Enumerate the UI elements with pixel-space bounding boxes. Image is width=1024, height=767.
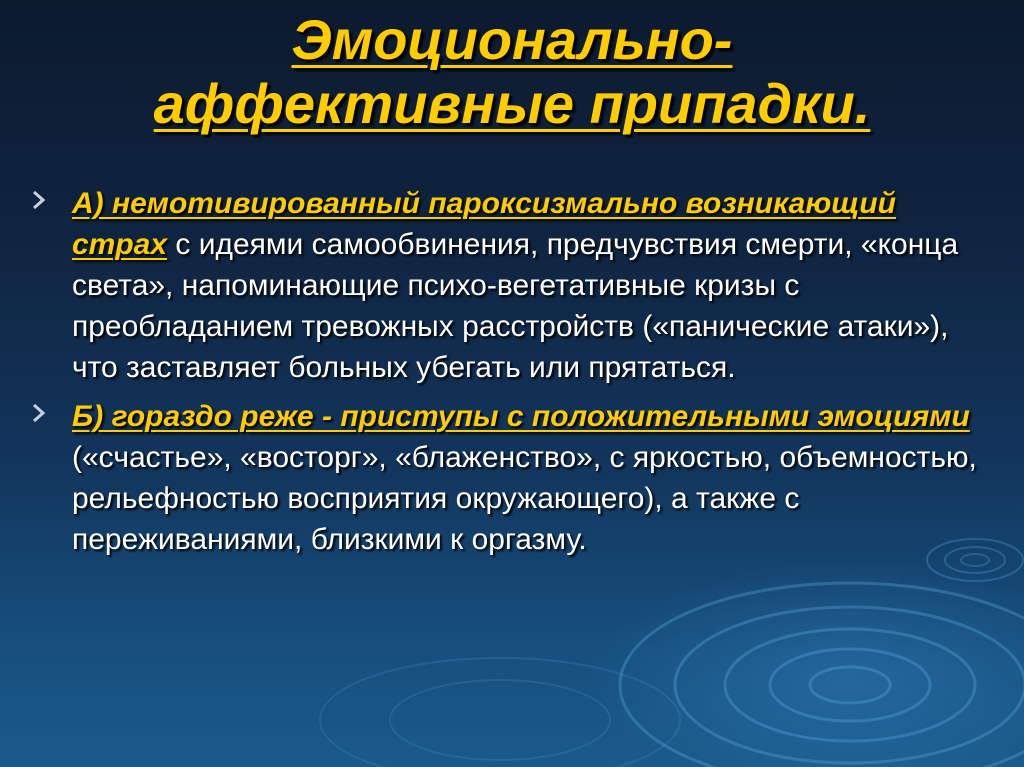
bullet-item-b [30,396,990,560]
bullet-item-a [30,183,990,388]
slide-body [30,183,990,568]
bullet-body: с идеями самообвинения, предчувствия смерти, «конца света», напоминающие психо-вегетативные кризы с преобладанием тревожных расстройств («панические атаки»), что заставляет больных убегать или прятаться. [72,228,959,384]
bullet-text [72,183,990,388]
bullet-highlight: Б) гораздо реже - приступы с положительными эмоциями [72,400,970,433]
bullet-body: («счастье», «восторг», «блаженство», с яркостью, объемностью, рельефностью восприятия окружающего), а также с переживаниями, близкими к оргазму. [72,441,977,556]
slide-title-line1: Эмоционально- [291,8,733,71]
bullet-text [72,396,990,560]
bullet-highlight: А) немотивированный пароксизмально возникающий страх [72,187,896,261]
chevron-arrow-icon [32,402,46,424]
slide-title [40,8,984,136]
chevron-arrow-icon [32,189,46,211]
slide-title-line2: аффективные припадки. [153,72,871,135]
